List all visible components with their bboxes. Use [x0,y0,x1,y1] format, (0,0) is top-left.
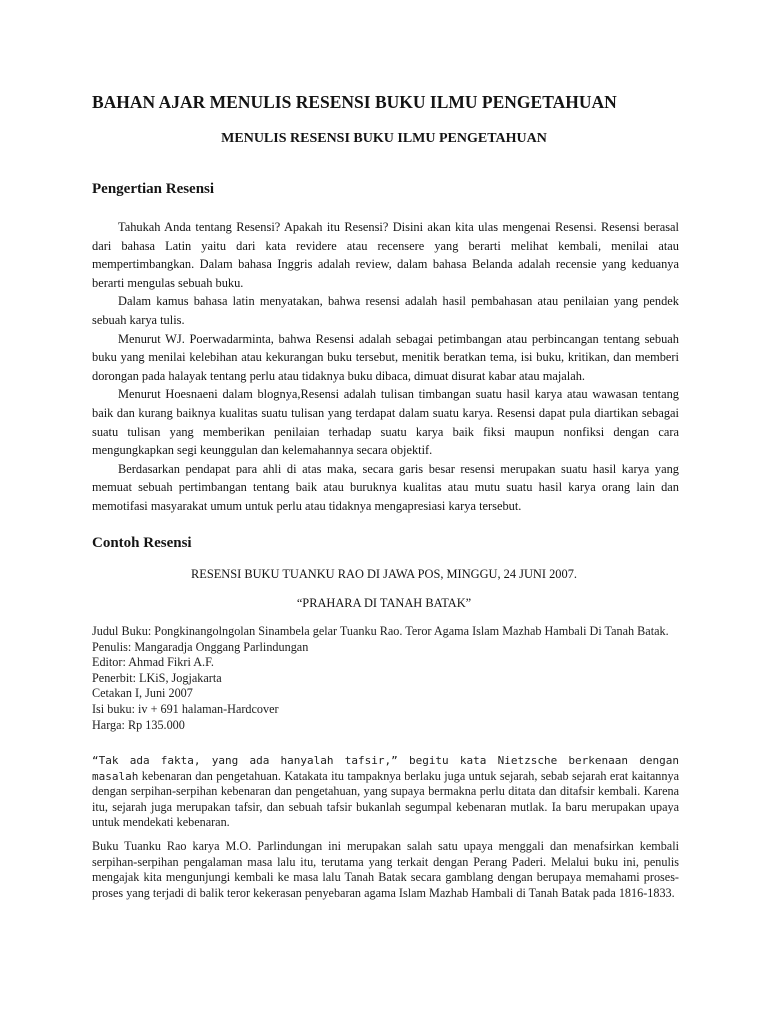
review-paragraph-1-text: kebenaran dan pengetahuan. Katakata itu tampaknya berlaku juga untuk sejarah, sebab sejarah erat kaitannya dengan serpihan-serpihan kebenaran dan pengetahuan, yang supaya bermakna perlu ditata dan ditafsir kembali. Karena itu, sejarah juga merupakan tafsir, dan sebuah tafsir bukanlah segumpal kebenaran mutlak. Ia baru merupakan upaya untuk mendekati kebenaran. [92,768,679,830]
document-subtitle: MENULIS RESENSI BUKU ILMU PENGETAHUAN [221,131,547,146]
review-title: “PRAHARA DI TANAH BATAK” [296,596,472,610]
book-info-list [92,624,679,733]
book-info-line: Penerbit: LKiS, Jogjakarta [92,670,222,685]
paragraph: Menurut WJ. Poerwadarminta, bahwa Resensi adalah sebagai petimbangan atau perbincangan tentang sebuah buku yang menilai kelebihan atau kekurangan buku tersebut, menitik beratkan tema, isi buku, kritikan, dan memberi dorongan pada halayak tentang perlu atau tidaknya buku dibaca, dimuat disurat kabar atau majalah. [92,331,679,383]
review-paragraph-1 [92,753,679,831]
section-heading-pengertian: Pengertian Resensi [92,181,215,197]
nietzsche-quote: “Tak ada fakta, yang ada hanyalah tafsir,” begitu kata Nietzsche berkenaan dengan masalah [92,754,679,783]
paragraph: Dalam kamus bahasa latin menyatakan, bahwa resensi adalah hasil pembahasan atau penilaian yang pendek sebuah karya tulis. [92,294,679,327]
book-info-line: Cetakan I, Juni 2007 [92,686,193,701]
book-info-line: Harga: Rp 135.000 [92,717,185,732]
book-info-line: Penulis: Mangaradja Onggang Parlindungan [92,639,309,654]
paragraph: Menurut Hoesnaeni dalam blognya,Resensi adalah tulisan timbangan suatu hasil karya atau wawasan tentang baik dan kurang baiknya kualitas suatu tulisan yang terdapat dalam suatu karya. Resensi dapat pula diartikan sebagai suatu tulisan yang memberikan penilaian terhadap suatu karya baik fiksi maupun nonfiksi dengan cara mengungkapkan segi keunggulan dan kelemahannya secara objektif. [92,387,679,458]
section-body-pengertian [92,218,679,516]
review-source-line: RESENSI BUKU TUANKU RAO DI JAWA POS, MINGGU, 24 JUNI 2007. [190,567,577,581]
paragraph: Tahukah Anda tentang Resensi? Apakah itu Resensi? Disini akan kita ulas mengenai Resensi. Resensi berasal dari bahasa Latin yaitu dari kata revidere atau recensere yang berarti melihat kembali, menilai atau mempertimbangkan. Dalam bahasa Inggris adalah review, dalam bahasa Belanda adalah recensie yang keduanya berarti mengulas sebuah buku. [92,220,679,290]
document-title: BAHAN AJAR MENULIS RESENSI BUKU ILMU PENGETAHUAN [92,92,617,112]
book-info-line: Judul Buku: Pongkinangolngolan Sinambela gelar Tuanku Rao. Teror Agama Islam Mazhab Hambali Di Tanah Batak. [92,624,669,638]
review-paragraph-2: Buku Tuanku Rao karya M.O. Parlindungan ini merupakan salah satu upaya menggali dan menafsirkan kembali serpihan-serpihan pengalaman masa lalu itu, terutama yang terkait dengan Perang Paderi. Melalui buku ini, penulis mengajak kita mengunjungi kembali ke masa lalu Tanah Batak secara gamblang dengan berupaya memahami proses-proses yang terjadi di balik teror kekerasan penyebaran agama Islam Mazhab Hambali di Tanah Batak pada 1816-1833. [92,839,679,900]
book-info-line: Editor: Ahmad Fikri A.F. [92,655,214,670]
book-info-line: Isi buku: iv + 691 halaman-Hardcover [92,701,279,716]
section-heading-contoh: Contoh Resensi [92,535,192,551]
paragraph: Berdasarkan pendapat para ahli di atas maka, secara garis besar resensi merupakan suatu hasil karya yang memuat sebuah pertimbangan tentang baik atau buruknya kualitas atau mutu suatu hasil karya orang lain dan memotifasi masyarakat umum untuk perlu atau tidaknya mengapresiasi karya tersebut. [92,461,679,513]
